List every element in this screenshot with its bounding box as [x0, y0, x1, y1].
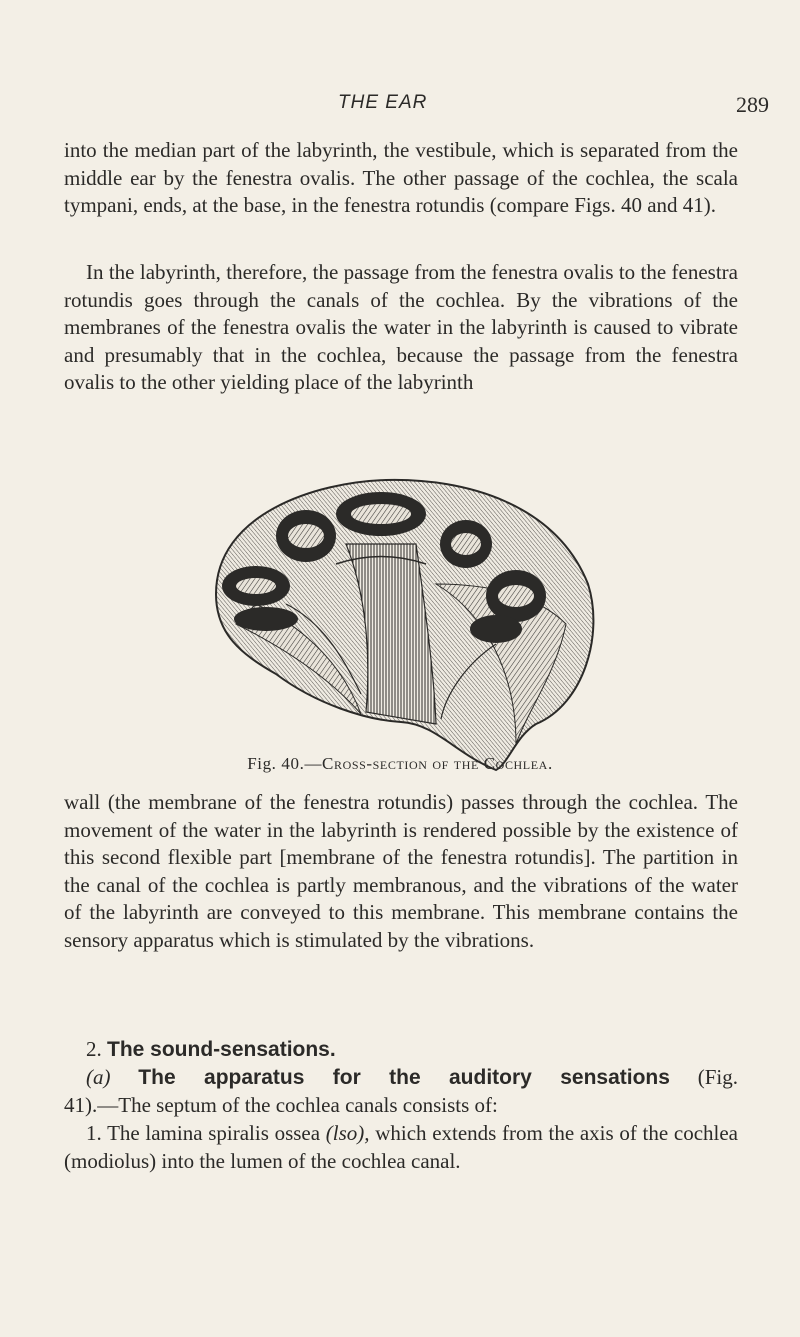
- subsection-heading: [64, 1064, 738, 1092]
- list-item-1-number: 1.: [86, 1121, 102, 1145]
- subsection-title: The apparatus for the auditory sensations: [138, 1066, 670, 1089]
- running-head: [0, 92, 800, 122]
- paragraph-3: [64, 789, 738, 955]
- subsection-continuation: [64, 1092, 738, 1120]
- subsection-text: —The septum of the cochlea canals consists of:: [97, 1093, 498, 1117]
- figure-caption-prefix: Fig. 40.: [247, 754, 305, 773]
- canal-lower-left: [234, 607, 298, 631]
- subsection-ref-open: (Fig.: [697, 1065, 738, 1089]
- figure-caption: [0, 754, 800, 774]
- figure-caption-text: —Cross-section of the Cochlea.: [304, 754, 553, 773]
- list-item-1-after: which extends from the axis of the cochlea (modiolus) into the lumen of the cochlea canal.: [64, 1121, 739, 1173]
- paragraph-1-text: into the median part of the labyrinth, the vestibule, which is separated from the middle ear by the fenestra ovalis. The other passage of the cochlea, the scala tympani, ends, at the base, in the fenestra rotundis (compare Figs. 40 and 41).: [64, 138, 738, 218]
- paragraph-1: [64, 137, 738, 220]
- list-item-1: [64, 1120, 738, 1175]
- list-item-1-abbrev: (lso),: [325, 1121, 370, 1145]
- cochlea-figure: [196, 474, 601, 774]
- subsection-ref-close: 41).: [64, 1093, 98, 1117]
- section-number: 2.: [86, 1037, 102, 1061]
- page-number: 289: [736, 92, 769, 117]
- section-heading: [64, 1036, 738, 1064]
- section-title: The sound-sensations.: [107, 1038, 336, 1061]
- cochlea-illustration: [196, 474, 601, 774]
- subsection-label: (a): [86, 1065, 111, 1089]
- canal-lower-right: [470, 615, 522, 643]
- list-item-1-text: [64, 1120, 738, 1175]
- paragraph-2: [64, 259, 738, 397]
- paragraph-3-text: wall (the membrane of the fenestra rotundis) passes through the cochlea. The movement of the water in the labyrinth is rendered possible by the existence of this second flexible part [membrane of the fenestra rotundis]. The partition in the canal of the cochlea is partly membranous, and the vibrations of the water of the labyrinth are conveyed to this membrane. This membrane contains the sensory apparatus which is stimulated by the vibrations.: [64, 790, 738, 952]
- paragraph-2-text: In the labyrinth, therefore, the passage from the fenestra ovalis to the fenestra rotundis goes through the canals of the cochlea. By the vibrations of the membranes of the fenestra ovalis the water in the labyrinth is caused to vibrate and presumably that in the cochlea, because the passage from the fenestra ovalis to the other yielding place of the labyrinth: [64, 260, 738, 395]
- running-title: THE EAR: [338, 92, 428, 113]
- list-item-1-before: The lamina spiralis ossea: [107, 1121, 321, 1145]
